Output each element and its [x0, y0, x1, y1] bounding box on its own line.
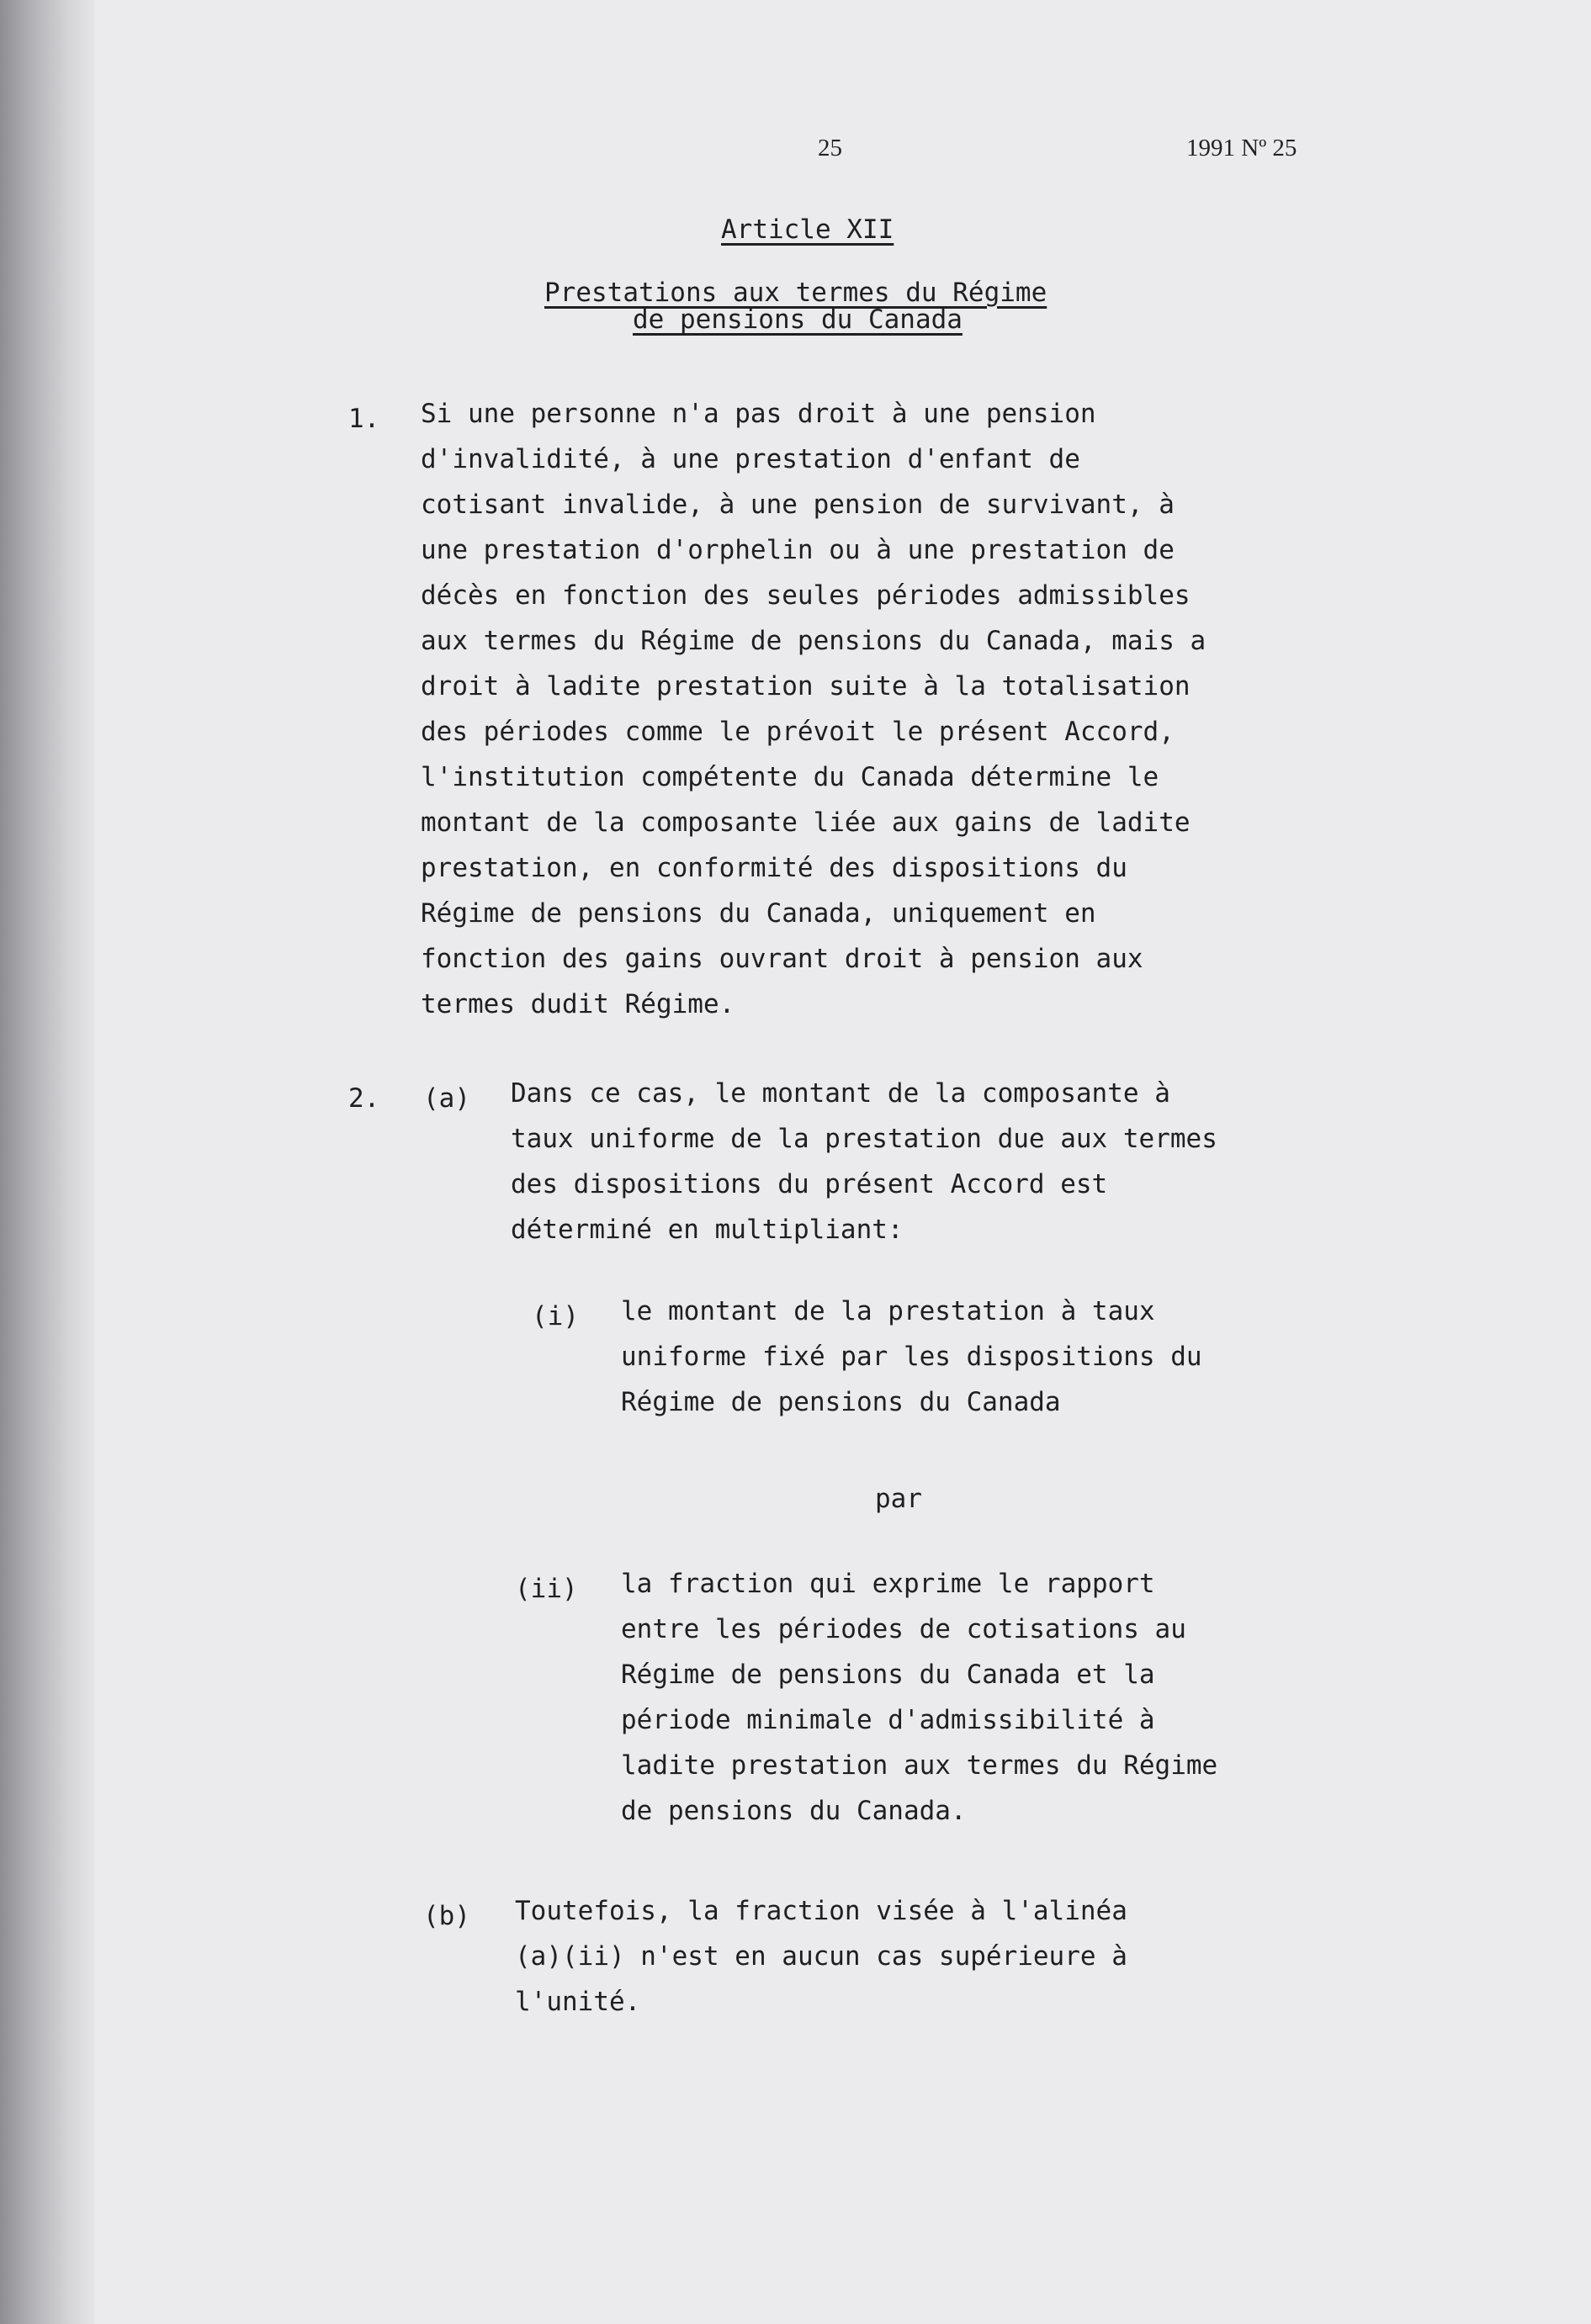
text-line: termes dudit Régime. [421, 989, 735, 1019]
clause-ii-marker: (ii) [515, 1574, 578, 1604]
text-line: la fraction qui exprime le rapport [621, 1569, 1155, 1599]
subparagraph-b-text [515, 1888, 1127, 2025]
text-line: le montant de la prestation à taux [621, 1296, 1155, 1326]
text-line: cotisant invalide, à une pension de survivant, à [421, 490, 1175, 520]
text-line: Dans ce cas, le montant de la composante à [511, 1078, 1170, 1109]
text-line: de pensions du Canada. [621, 1796, 967, 1826]
article-title-line-1: Prestations aux termes du Régime [544, 278, 1047, 308]
subparagraph-a-marker: (a) [423, 1083, 470, 1114]
book-gutter-shadow [0, 0, 94, 2324]
text-line: des périodes comme le prévoit le présent Accord, [421, 717, 1175, 747]
text-line: Si une personne n'a pas droit à une pension [421, 399, 1096, 429]
text-line: montant de la composante liée aux gains de ladite [421, 807, 1191, 838]
paragraph-2-marker: 2. [348, 1083, 380, 1114]
text-line: prestation, en conformité des dispositions du [421, 853, 1127, 883]
text-line: Toutefois, la fraction visée à l'alinéa [515, 1896, 1127, 1926]
text-line: Régime de pensions du Canada [621, 1387, 1061, 1417]
text-line: uniforme fixé par les dispositions du [621, 1342, 1202, 1372]
text-line: décès en fonction des seules périodes admissibles [421, 580, 1191, 611]
text-line: Régime de pensions du Canada et la [621, 1660, 1155, 1690]
subparagraph-a-text [511, 1071, 1217, 1252]
multiplier-word: par [875, 1484, 922, 1514]
text-line: une prestation d'orphelin ou à une prestation de [421, 535, 1175, 565]
article-title-line-2: de pensions du Canada [633, 304, 963, 335]
text-line: l'unité. [515, 1987, 641, 2017]
paragraph-1-marker: 1. [348, 404, 380, 434]
document-reference: 1991 Nº 25 [1186, 135, 1297, 161]
text-line: aux termes du Régime de pensions du Canada, mais a [421, 626, 1207, 656]
article-number: Article XII [721, 214, 894, 245]
text-line: période minimale d'admissibilité à [621, 1705, 1155, 1735]
text-line: Régime de pensions du Canada, uniquement en [421, 898, 1096, 929]
text-line: fonction des gains ouvrant droit à pension aux [421, 944, 1143, 974]
text-line: ladite prestation aux termes du Régime [621, 1750, 1218, 1781]
text-line: déterminé en multipliant: [511, 1215, 904, 1245]
text-line: des dispositions du présent Accord est [511, 1169, 1108, 1199]
page-number: 25 [818, 135, 842, 161]
text-line: l'institution compétente du Canada détermine le [421, 762, 1159, 792]
subparagraph-b-marker: (b) [423, 1901, 470, 1931]
text-line: d'invalidité, à une prestation d'enfant de [421, 444, 1080, 474]
clause-i-marker: (i) [532, 1301, 579, 1331]
paragraph-1-text [421, 391, 1206, 1027]
text-line: entre les périodes de cotisations au [621, 1614, 1186, 1644]
text-line: (a)(ii) n'est en aucun cas supérieure à [515, 1941, 1127, 1972]
clause-ii-text [621, 1561, 1217, 1834]
text-line: droit à ladite prestation suite à la totalisation [421, 671, 1191, 701]
text-line: taux uniforme de la prestation due aux termes [511, 1124, 1217, 1154]
clause-i-text [621, 1289, 1202, 1425]
